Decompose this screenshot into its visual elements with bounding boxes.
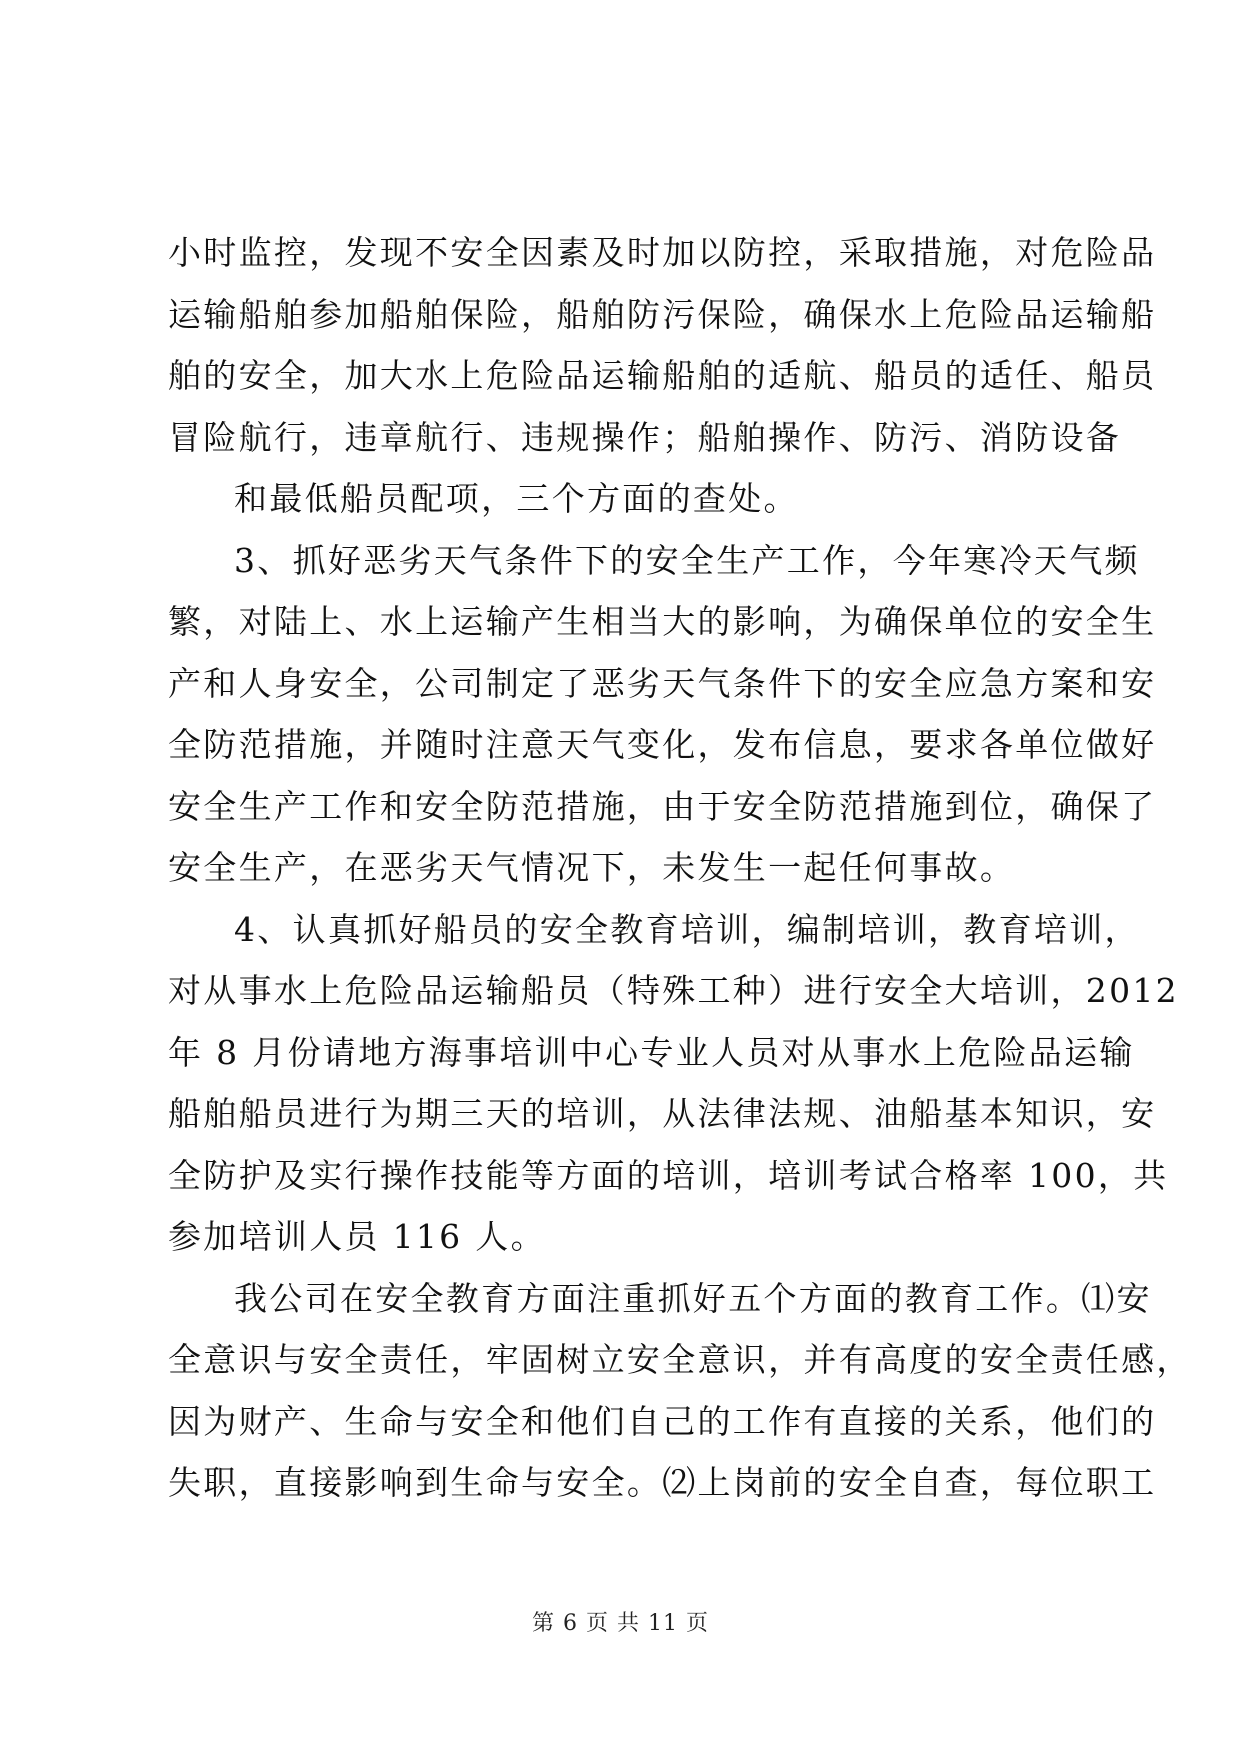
text-line: 小时监控，发现不安全因素及时加以防控，采取措施，对危险品 — [168, 233, 1157, 272]
body-text — [168, 222, 1192, 1514]
paragraph-3-start: 3、抓好恶劣天气条件下的安全生产工作，今年寒冷天气频 — [234, 540, 1140, 580]
text-line: 运输船舶参加船舶保险，船舶防污保险，确保水上危险品运输船 — [168, 294, 1157, 334]
paragraph-5-start: 我公司在安全教育方面注重抓好五个方面的教育工作。⑴安 — [234, 1278, 1152, 1318]
text-line: 全防护及实行操作技能等方面的培训，培训考试合格率 100，共 — [168, 1155, 1169, 1195]
text-line: 年 8 月份请地方海事培训中心专业人员对从事水上危险品运输 — [168, 1032, 1135, 1072]
text-line: 冒险航行，违章航行、违规操作；船舶操作、防污、消防设备 — [168, 417, 1122, 457]
text-line: 船舶船员进行为期三天的培训，从法律法规、油船基本知识，安 — [168, 1094, 1157, 1133]
text-line: 因为财产、生命与安全和他们自己的工作有直接的关系，他们的 — [168, 1401, 1157, 1441]
text-line: 全防范措施，并随时注意天气变化，发布信息，要求各单位做好 — [168, 725, 1157, 764]
text-line: 失职，直接影响到生命与安全。⑵上岗前的安全自查，每位职工 — [168, 1463, 1157, 1502]
text-line: 产和人身安全，公司制定了恶劣天气条件下的安全应急方案和安 — [168, 663, 1157, 703]
paragraph-4-start: 4、认真抓好船员的安全教育培训，编制培训，教育培训， — [234, 909, 1140, 949]
text-line: 对从事水上危险品运输船员（特殊工种）进行安全大培训，2012 — [168, 971, 1179, 1010]
text-line: 舶的安全，加大水上危险品运输船舶的适航、船员的适任、船员 — [168, 356, 1157, 395]
page-footer — [0, 1606, 1241, 1637]
text-line: 全意识与安全责任，牢固树立安全意识，并有高度的安全责任感， — [168, 1340, 1192, 1379]
text-line: 和最低船员配项，三个方面的查处。 — [234, 479, 799, 518]
page-number: 第 6 页 共 11 页 — [532, 1611, 709, 1636]
text-line: 安全生产工作和安全防范措施，由于安全防范措施到位，确保了 — [168, 786, 1157, 826]
text-line: 参加培训人员 116 人。 — [168, 1217, 546, 1256]
text-line: 繁，对陆上、水上运输产生相当大的影响，为确保单位的安全生 — [168, 602, 1157, 641]
text-line: 安全生产，在恶劣天气情况下，未发生一起任何事故。 — [168, 848, 1016, 887]
